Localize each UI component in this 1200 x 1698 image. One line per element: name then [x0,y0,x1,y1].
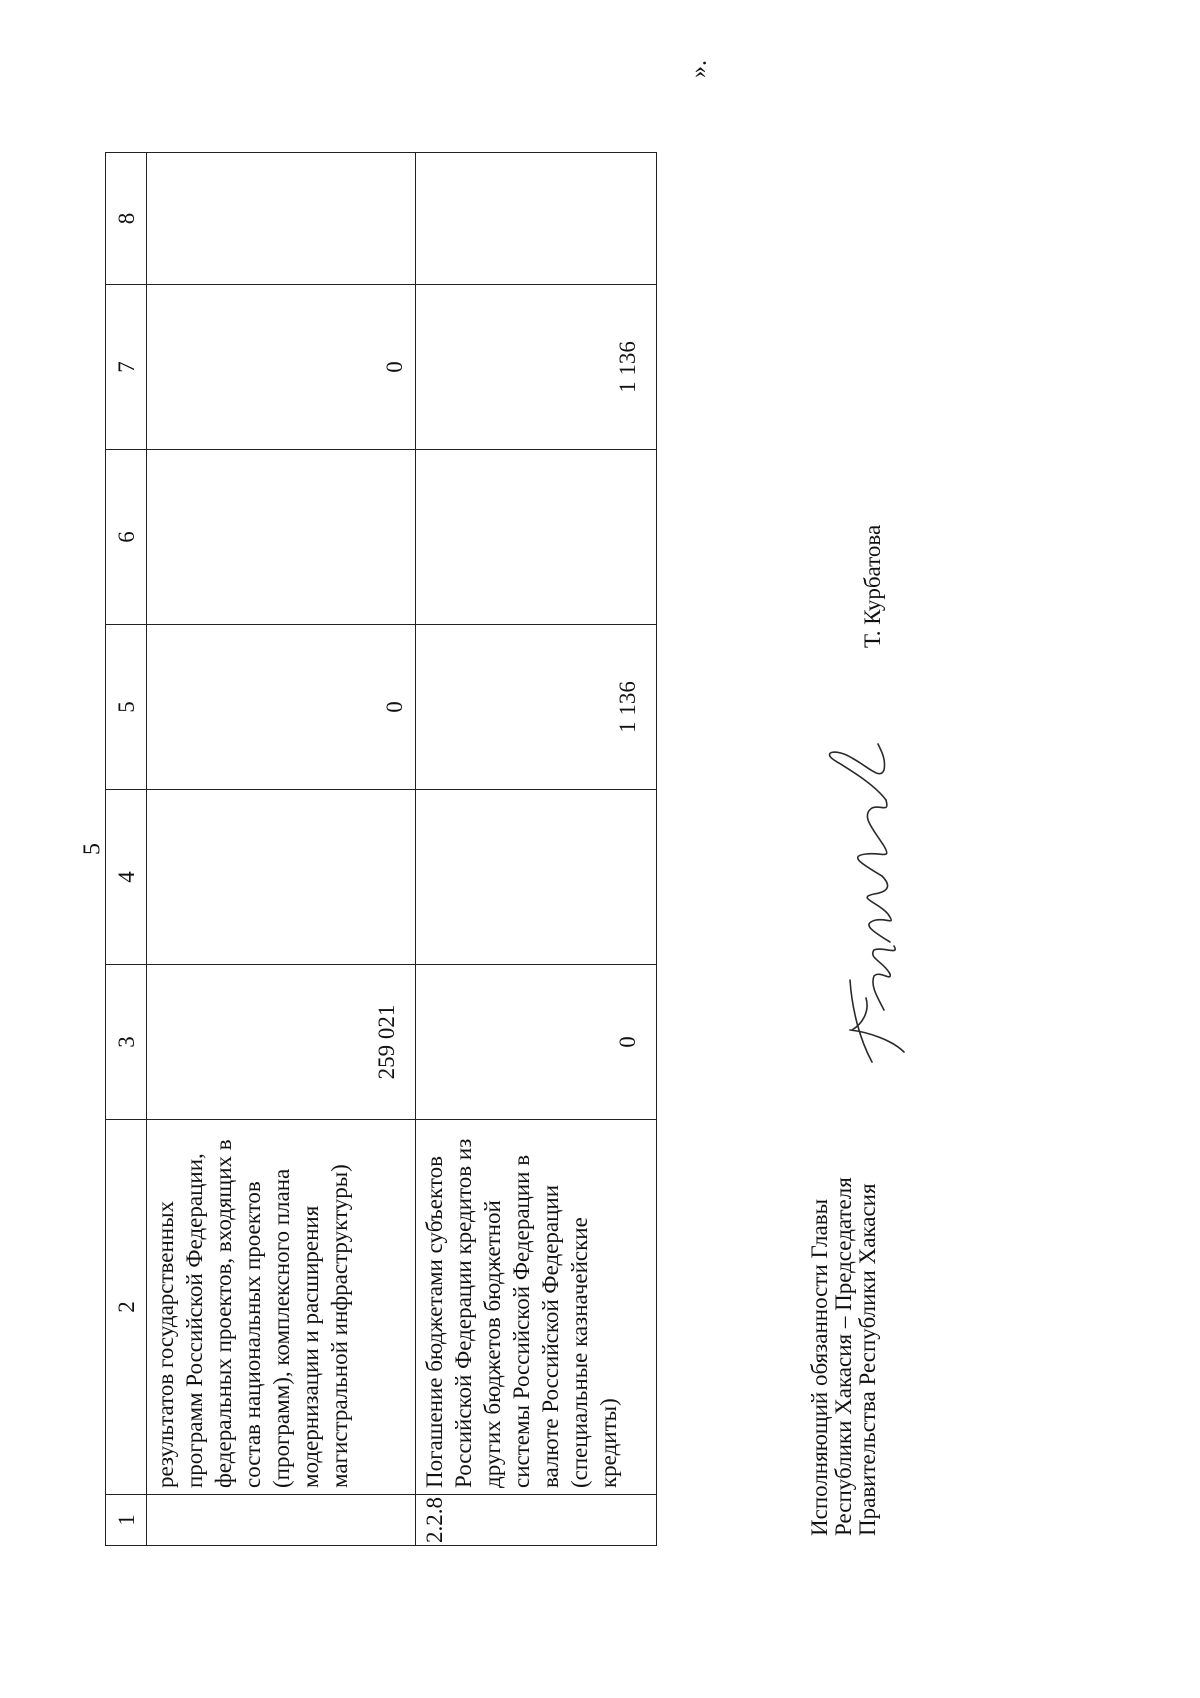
table-row [416,153,657,1546]
row-description-cell: результатов государственных программ Российской Федерации, федеральных проектов, входящих в состав национальных проектов (программ), комплексного плана модернизации и расширения магистральной инфраструктуры) [147,1120,416,1495]
value-cell-col8 [147,153,416,285]
value-cell-col5: 1 136 [416,625,657,790]
header-cell: 1 [106,1495,147,1546]
value-cell-col3: 0 [416,965,657,1120]
table-header-row [106,153,147,1546]
value-cell-col6 [416,450,657,625]
header-cell: 7 [106,285,147,450]
value-cell-col3: 259 021 [147,965,416,1120]
value-cell-col7: 1 136 [416,285,657,450]
header-cell: 2 [106,1120,147,1495]
handwritten-signature [800,740,920,1070]
value-cell-col4 [147,790,416,965]
value-cell-col7: 0 [147,285,416,450]
row-code-cell: 2.2.8 [416,1495,657,1546]
header-cell: 6 [106,450,147,625]
signer-title-line: Республики Хакасия – Председателя [831,1177,856,1536]
table-row [147,153,416,1546]
signer-name: Т. Курбатова [860,524,885,648]
signer-title-line: Исполняющий обязанности Главы [807,1198,832,1536]
row-description-cell: Погашение бюджетами субъектов Российской Федерации кредитов из других бюджетов бюджетной системы Российской Федерации в валюте Российской Федерации (специальные казначейские кредиты) [416,1120,657,1495]
header-cell: 4 [106,790,147,965]
header-cell: 3 [106,965,147,1120]
value-cell-col5: 0 [147,625,416,790]
signer-title-line: Правительства Республики Хакасия [855,1183,880,1536]
value-cell-col6 [147,450,416,625]
budget-table [105,152,657,1546]
value-cell-col4 [416,790,657,965]
header-cell: 5 [106,625,147,790]
signer-title [808,1177,880,1536]
page-number: 5 [79,843,106,855]
row-code-cell [147,1495,416,1546]
header-cell: 8 [106,153,147,285]
closing-quote: ». [686,60,712,78]
value-cell-col8 [416,153,657,285]
